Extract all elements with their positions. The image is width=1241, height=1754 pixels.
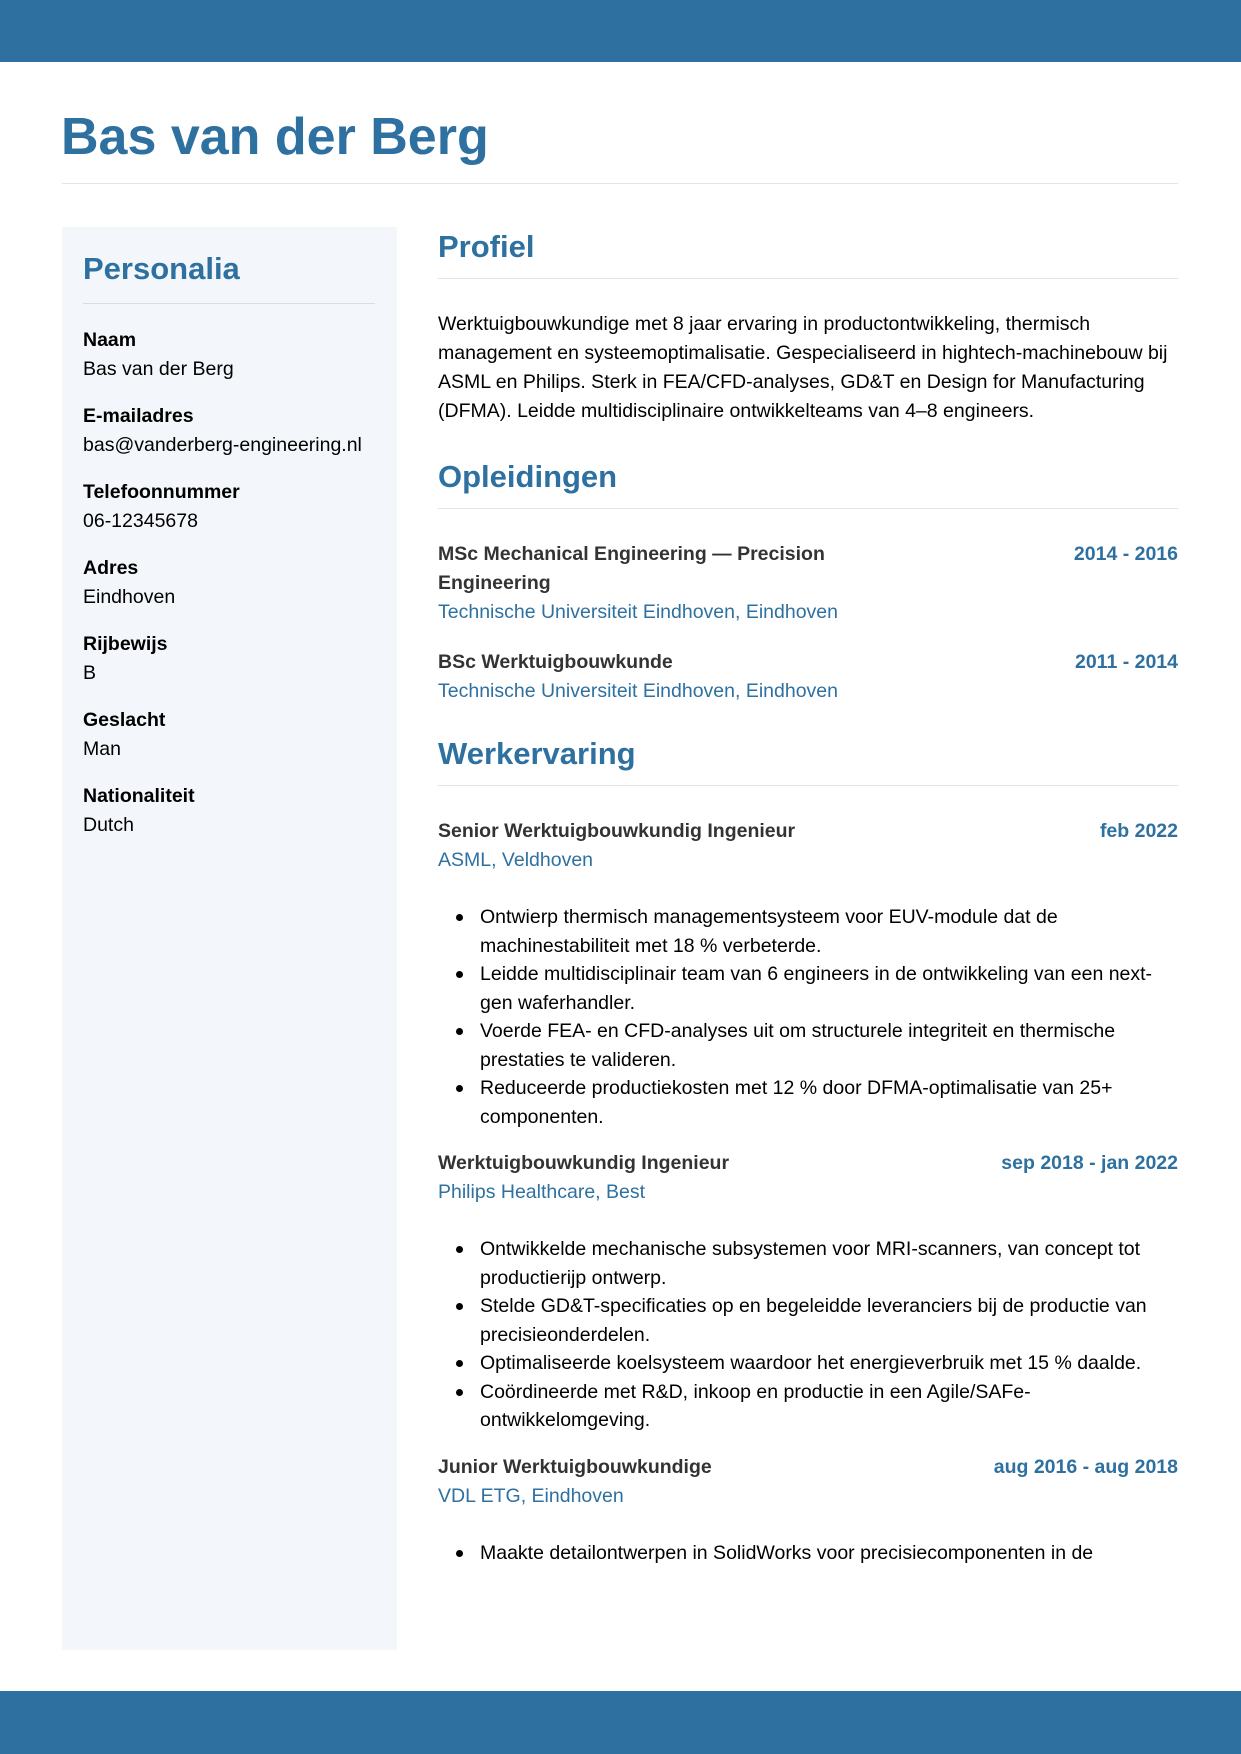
field-value: B [83, 662, 97, 684]
field-label: Adres [83, 557, 139, 579]
field-adres [83, 554, 376, 612]
list-item: Coördineerde met R&D, inkoop en productie in een Agile/SAFe-ontwikkelomgeving. [480, 1378, 1178, 1435]
education-degree: BSc Werktuigbouwkunde [438, 651, 673, 673]
experience-section [438, 733, 1178, 1567]
field-geslacht [83, 706, 376, 764]
section-divider [438, 278, 1178, 279]
sidebar-divider [83, 303, 375, 304]
education-school: Technische Universiteit Eindhoven, Eindhoven [438, 680, 838, 702]
job-role: Junior Werktuigbouwkundige [438, 1455, 712, 1478]
field-label: Nationaliteit [83, 785, 195, 807]
list-item: Reduceerde productiekosten met 12 % door DFMA-optimalisatie van 25+ componenten. [480, 1074, 1178, 1131]
field-value: bas@vanderberg-engineering.nl [83, 434, 362, 456]
job-bullets [438, 1539, 1178, 1568]
job-company: ASML, Veldhoven [438, 849, 594, 871]
field-label: Rijbewijs [83, 633, 168, 655]
job-entry [438, 1453, 1178, 1568]
job-role: Werktuigbouwkundig Ingenieur [438, 1152, 730, 1174]
field-value: Dutch [83, 814, 134, 836]
job-bullets [438, 1235, 1178, 1435]
field-label: Naam [83, 329, 137, 351]
field-value: Eindhoven [83, 586, 176, 608]
field-value: Bas van der Berg [83, 358, 234, 380]
list-item: Ontwikkelde mechanische subsystemen voor MRI-scanners, van concept tot productierijp ontwerp. [480, 1235, 1178, 1292]
job-dates: feb 2022 [1099, 820, 1178, 842]
list-item: Ontwierp thermisch managementsysteem voor EUV-module dat de machinestabiliteit met 18 % verbeterde. [480, 903, 1178, 960]
section-title-profiel: Profiel [438, 229, 535, 264]
field-label: E-mailadres [83, 405, 194, 427]
education-degree: MSc Mechanical Engineering — Precision Engineering [438, 543, 825, 594]
header-divider [62, 183, 1178, 184]
education-entry [438, 540, 1178, 627]
field-telefoon [83, 478, 376, 536]
education-entry [438, 648, 1178, 706]
education-section [438, 456, 1178, 706]
job-company: Philips Healthcare, Best [438, 1181, 646, 1203]
job-entry [438, 1149, 1178, 1435]
education-dates: 2014 - 2016 [1073, 543, 1178, 565]
job-entry [438, 817, 1178, 1131]
job-dates: aug 2016 - aug 2018 [993, 1455, 1178, 1478]
job-dates: sep 2018 - jan 2022 [1001, 1152, 1178, 1174]
field-value: Man [83, 738, 121, 760]
field-label: Geslacht [83, 709, 166, 731]
field-naam [83, 326, 376, 384]
job-bullets [438, 903, 1178, 1131]
bottom-color-bar [0, 1691, 1241, 1754]
personalia-sidebar [62, 227, 397, 1650]
field-rijbewijs [83, 630, 376, 688]
education-school: Technische Universiteit Eindhoven, Eindhoven [438, 601, 838, 623]
field-nationaliteit [83, 782, 376, 840]
candidate-name: Bas van der Berg [61, 108, 489, 166]
field-value: 06-12345678 [83, 510, 198, 532]
list-item: Maakte detailontwerpen in SolidWorks voor precisiecomponenten in de [480, 1539, 1178, 1568]
top-color-bar [0, 0, 1241, 62]
section-title-werkervaring: Werkervaring [438, 736, 636, 771]
list-item: Leidde multidisciplinair team van 6 engineers in de ontwikkeling van een next-gen waferhandler. [480, 960, 1178, 1017]
section-title-opleidingen: Opleidingen [438, 459, 618, 494]
section-divider [438, 508, 1178, 509]
list-item: Optimaliseerde koelsysteem waardoor het energieverbruik met 15 % daalde. [480, 1349, 1178, 1378]
list-item: Stelde GD&T-specificaties op en begeleidde leveranciers bij de productie van precisieonderdelen. [480, 1292, 1178, 1349]
section-divider [438, 785, 1178, 786]
profile-section [438, 226, 1178, 426]
main-content [438, 226, 1178, 1585]
education-dates: 2011 - 2014 [1074, 651, 1178, 673]
job-role: Senior Werktuigbouwkundig Ingenieur [438, 820, 796, 842]
list-item: Voerde FEA- en CFD-analyses uit om structurele integriteit en thermische prestaties te valideren. [480, 1017, 1178, 1074]
field-email [83, 402, 376, 460]
job-company: VDL ETG, Eindhoven [438, 1484, 624, 1507]
profile-text: Werktuigbouwkundige met 8 jaar ervaring in productontwikkeling, thermisch management en systeemoptimalisatie. Gespecialiseerd in hightech-machinebouw bij ASML en Philips. Sterk in FEA/CFD-analyses, GD&T en Design for Manufacturing (DFMA). Leidde multidisciplinaire ontwikkelteams van 4–8 engineers. [438, 313, 1168, 422]
sidebar-title: Personalia [83, 251, 240, 286]
field-label: Telefoonnummer [83, 481, 240, 503]
